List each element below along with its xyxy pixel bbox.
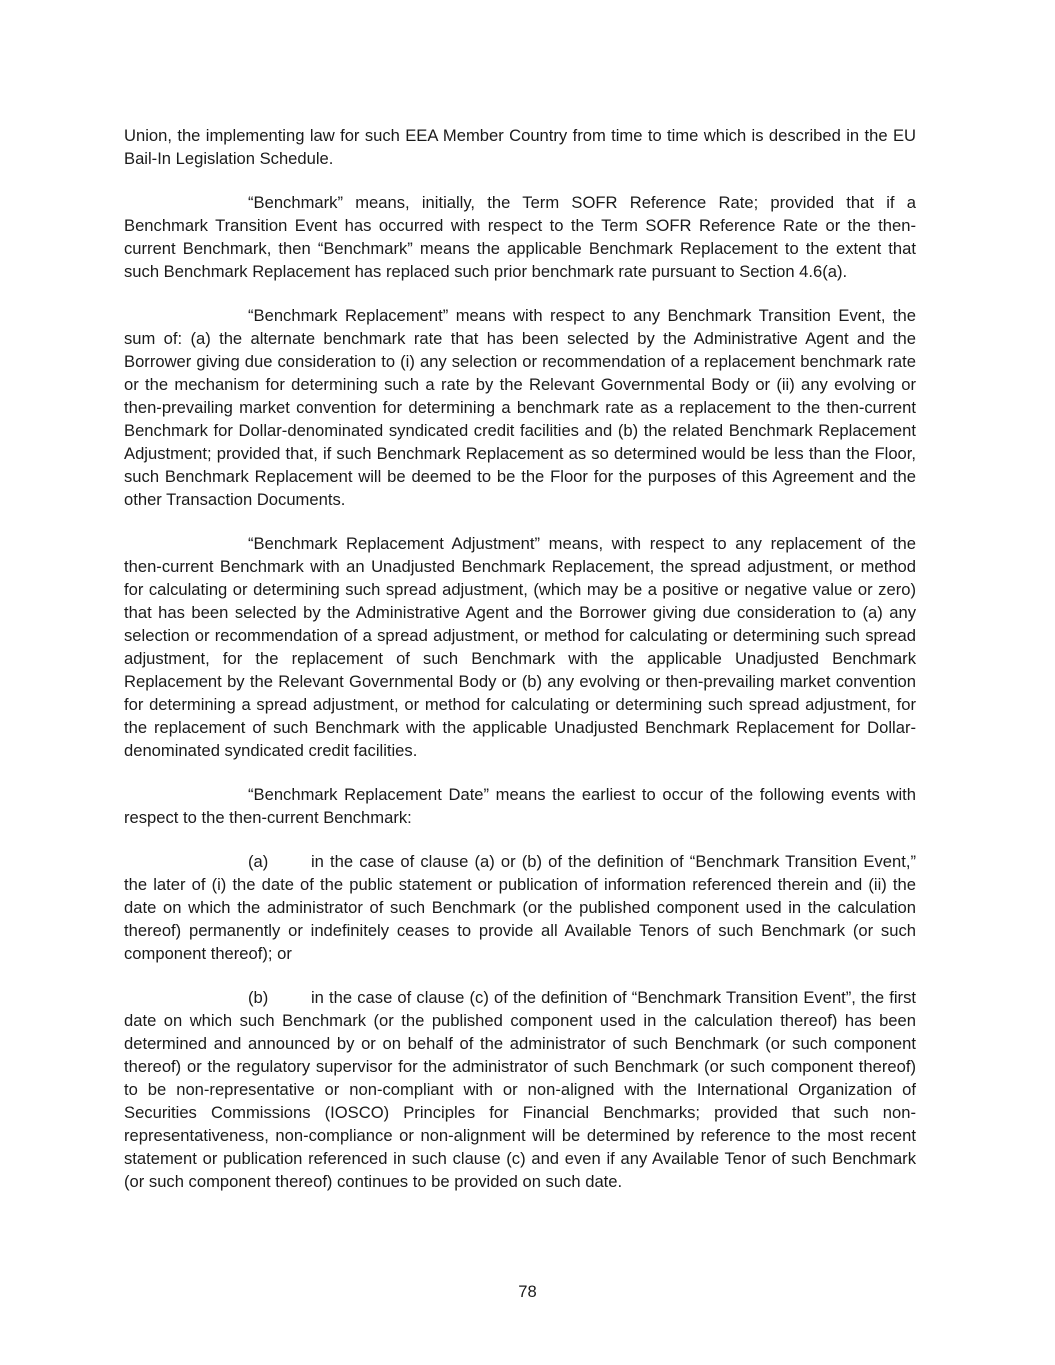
list-item-b [124,986,916,1193]
list-item-label: (b) [248,988,269,1007]
page-number: 78 [518,1282,537,1301]
document-page [124,124,916,1214]
paragraph-continuation: Union, the implementing law for such EEA Member Country from time to time which is described in the EU Bail-In Legislation Schedule. [124,126,916,168]
list-item-label: (a) [248,852,269,871]
definition-benchmark: “Benchmark” means, initially, the Term SOFR Reference Rate; provided that if a Benchmark Transition Event has occurred with respect to the Term SOFR Reference Rate or the then-current Benchmark, then “Benchmark” means the applicable Benchmark Replacement to the extent that such Benchmark Replacement has replaced such prior benchmark rate pursuant to Section 4.6(a). [124,193,916,281]
definition-benchmark-replacement-adjustment: “Benchmark Replacement Adjustment” means, with respect to any replacement of the then-current Benchmark with an Unadjusted Benchmark Replacement, the spread adjustment, or method for calculating or determining such spread adjustment, (which may be a positive or negative value or zero) that has been selected by the Administrative Agent and the Borrower giving due consideration to (a) any selection or recommendation of a spread adjustment, or method for calculating or determining such spread adjustment, for the replacement of such Benchmark with the applicable Unadjusted Benchmark Replacement by the Relevant Governmental Body or (b) any evolving or then-prevailing market convention for determining a spread adjustment, or method for calculating or determining such spread adjustment, for the replacement of such Benchmark with the applicable Unadjusted Benchmark Replacement for Dollar-denominated syndicated credit facilities. [124,534,916,760]
list-item-text: in the case of clause (c) of the definition of “Benchmark Transition Event”, the first date on which such Benchmark (or the published component used in the calculation thereof) has been determined and announced by or on behalf of the administrator of such Benchmark (or such component thereof) or the regulatory supervisor for the administrator of such Benchmark (or such component thereof) to be non-representative or non-compliant with or non-aligned with the International Organization of Securities Commissions (IOSCO) Principles for Financial Benchmarks; provided that such non-representativeness, non-compliance or non-alignment will be determined by reference to the most recent statement or publication referenced in such clause (c) and even if any Available Tenor of such Benchmark (or such component thereof) continues to be provided on such date. [124,988,916,1191]
definition-benchmark-replacement-date: “Benchmark Replacement Date” means the earliest to occur of the following events with respect to the then-current Benchmark: [124,785,916,827]
list-item-text: in the case of clause (a) or (b) of the definition of “Benchmark Transition Event,” the later of (i) the date of the public statement or publication of information referenced therein and (ii) the date on which the administrator of such Benchmark (or the published component used in the calculation thereof) permanently or indefinitely ceases to provide all Available Tenors of such Benchmark (or such component thereof); or [124,852,916,963]
definition-benchmark-replacement: “Benchmark Replacement” means with respect to any Benchmark Transition Event, the sum of: (a) the alternate benchmark rate that has been selected by the Administrative Agent and the Borrower giving due consideration to (i) any selection or recommendation of a replacement benchmark rate or the mechanism for determining such a rate by the Relevant Governmental Body or (ii) any evolving or then-prevailing market convention for determining a benchmark rate as a replacement to the then-current Benchmark for Dollar-denominated syndicated credit facilities and (b) the related Benchmark Replacement Adjustment; provided that, if such Benchmark Replacement as so determined would be less than the Floor, such Benchmark Replacement will be deemed to be the Floor for the purposes of this Agreement and the other Transaction Documents. [124,306,916,509]
list-item-a [124,850,916,965]
